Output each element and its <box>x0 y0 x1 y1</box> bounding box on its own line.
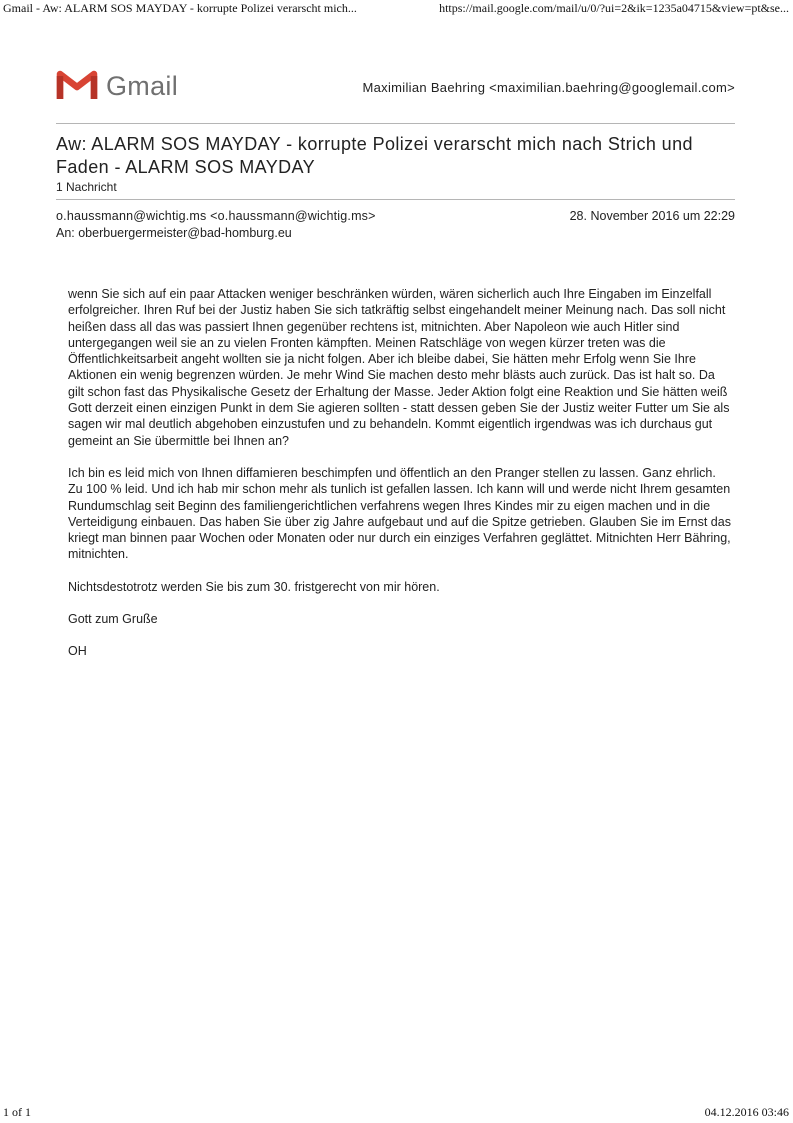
divider <box>56 199 735 200</box>
message-sender: o.haussmann@wichtig.ms <o.haussmann@wichtig.ms> <box>56 209 376 223</box>
body-paragraph: Gott zum Gruße <box>68 612 158 627</box>
message-date: 28. November 2016 um 22:29 <box>569 209 735 223</box>
thread-subject: Aw: ALARM SOS MAYDAY - korrupte Polizei verarscht mich nach Strich und Faden - ALARM SOS MAYDAY <box>56 134 693 177</box>
message-count: 1 Nachricht <box>56 180 117 194</box>
gmail-logo-text: Gmail <box>106 71 179 101</box>
body-paragraph: wenn Sie sich auf ein paar Attacken weniger beschränken würden, wären sicherlich auch Ihre Eingaben im Einzelfall erfolgreicher. Ihren Ruf bei der Justiz haben Sie sich tatkräftig selbst eingehandelt meiner Meinung nach. Das soll nicht heißen dass all das was passiert Ihnen gegenüber rechtens ist, mitnichten. Aber Napoleon wie auch Hitler sind untergegangen weil sie an zu vielen Fronten kämpften. Meinen Ratschläge von wegen kürzer treten was die Öffentlichkeitsarbeit angeht wollten sie ja nicht folgen. Aber ich bleibe dabei, Sie hätten mehr Erfolg wenn Sie Ihre Aktionen ein wenig begrenzen würden. Je mehr Wind Sie machen desto mehr blästs auch zurück. Das ist halt so. Da gilt schon fast das Physikalische Gesetz der Erhaltung der Masse. Jeder Aktion folgt eine Reaktion und Sie hätten weiß Gott derzeit einen einzigen Punkt in dem Sie agieren sollten - statt dessen geben Sie der Justiz weiter Futter um Sie als sagen wir mal deutlich abgehoben einzustufen und zu behandeln. Kommt eigentlich irgendwas was ich durchaus gut gemeint an Sie übermittle bei Ihnen an? <box>68 287 730 448</box>
body-signature: OH <box>68 644 87 659</box>
print-header-url: https://mail.google.com/mail/u/0/?ui=2&ik=1235a04715&view=pt&se... <box>439 1 789 15</box>
account-label: Maximilian Baehring <maximilian.baehring@googlemail.com> <box>362 80 735 95</box>
body-paragraph: Nichtsdestotrotz werden Sie bis zum 30. fristgerecht von mir hören. <box>68 579 440 594</box>
gmail-logo <box>56 70 196 102</box>
message-body <box>68 286 732 676</box>
body-paragraph: Ich bin es leid mich von Ihnen diffamieren beschimpfen und öffentlich an den Pranger stellen zu lassen. Ganz ehrlich. Zu 100 % leid. Und ich hab mir schon mehr als tunlich ist gefallen lassen. Ich kann will und werde nicht Ihrem gesamten Rundumschlag seit Beginn des familiengerichtlichen verfahrens wegen Ihres Kindes mir zu eigen machen und in die Verteidigung einbauen. Das haben Sie über zig Jahre aufgebaut und auf die Spitze getrieben. Glauben Sie im Ernst das kriegt man binnen paar Wochen oder Monaten oder nur durch ein einziges Verfahren geglättet. Mitnichten Herr Bähring, mitnichten. <box>68 465 731 562</box>
print-footer <box>3 1107 789 1123</box>
gmail-m-logo-icon <box>56 70 98 100</box>
print-header-title: Gmail - Aw: ALARM SOS MAYDAY - korrupte Polizei verarscht mich... <box>3 1 357 15</box>
print-header <box>3 0 789 16</box>
print-footer-page: 1 of 1 <box>3 1105 31 1119</box>
divider <box>56 123 735 124</box>
print-footer-timestamp: 04.12.2016 03:46 <box>704 1105 789 1119</box>
message-recipient: An: oberbuergermeister@bad-homburg.eu <box>56 226 292 240</box>
